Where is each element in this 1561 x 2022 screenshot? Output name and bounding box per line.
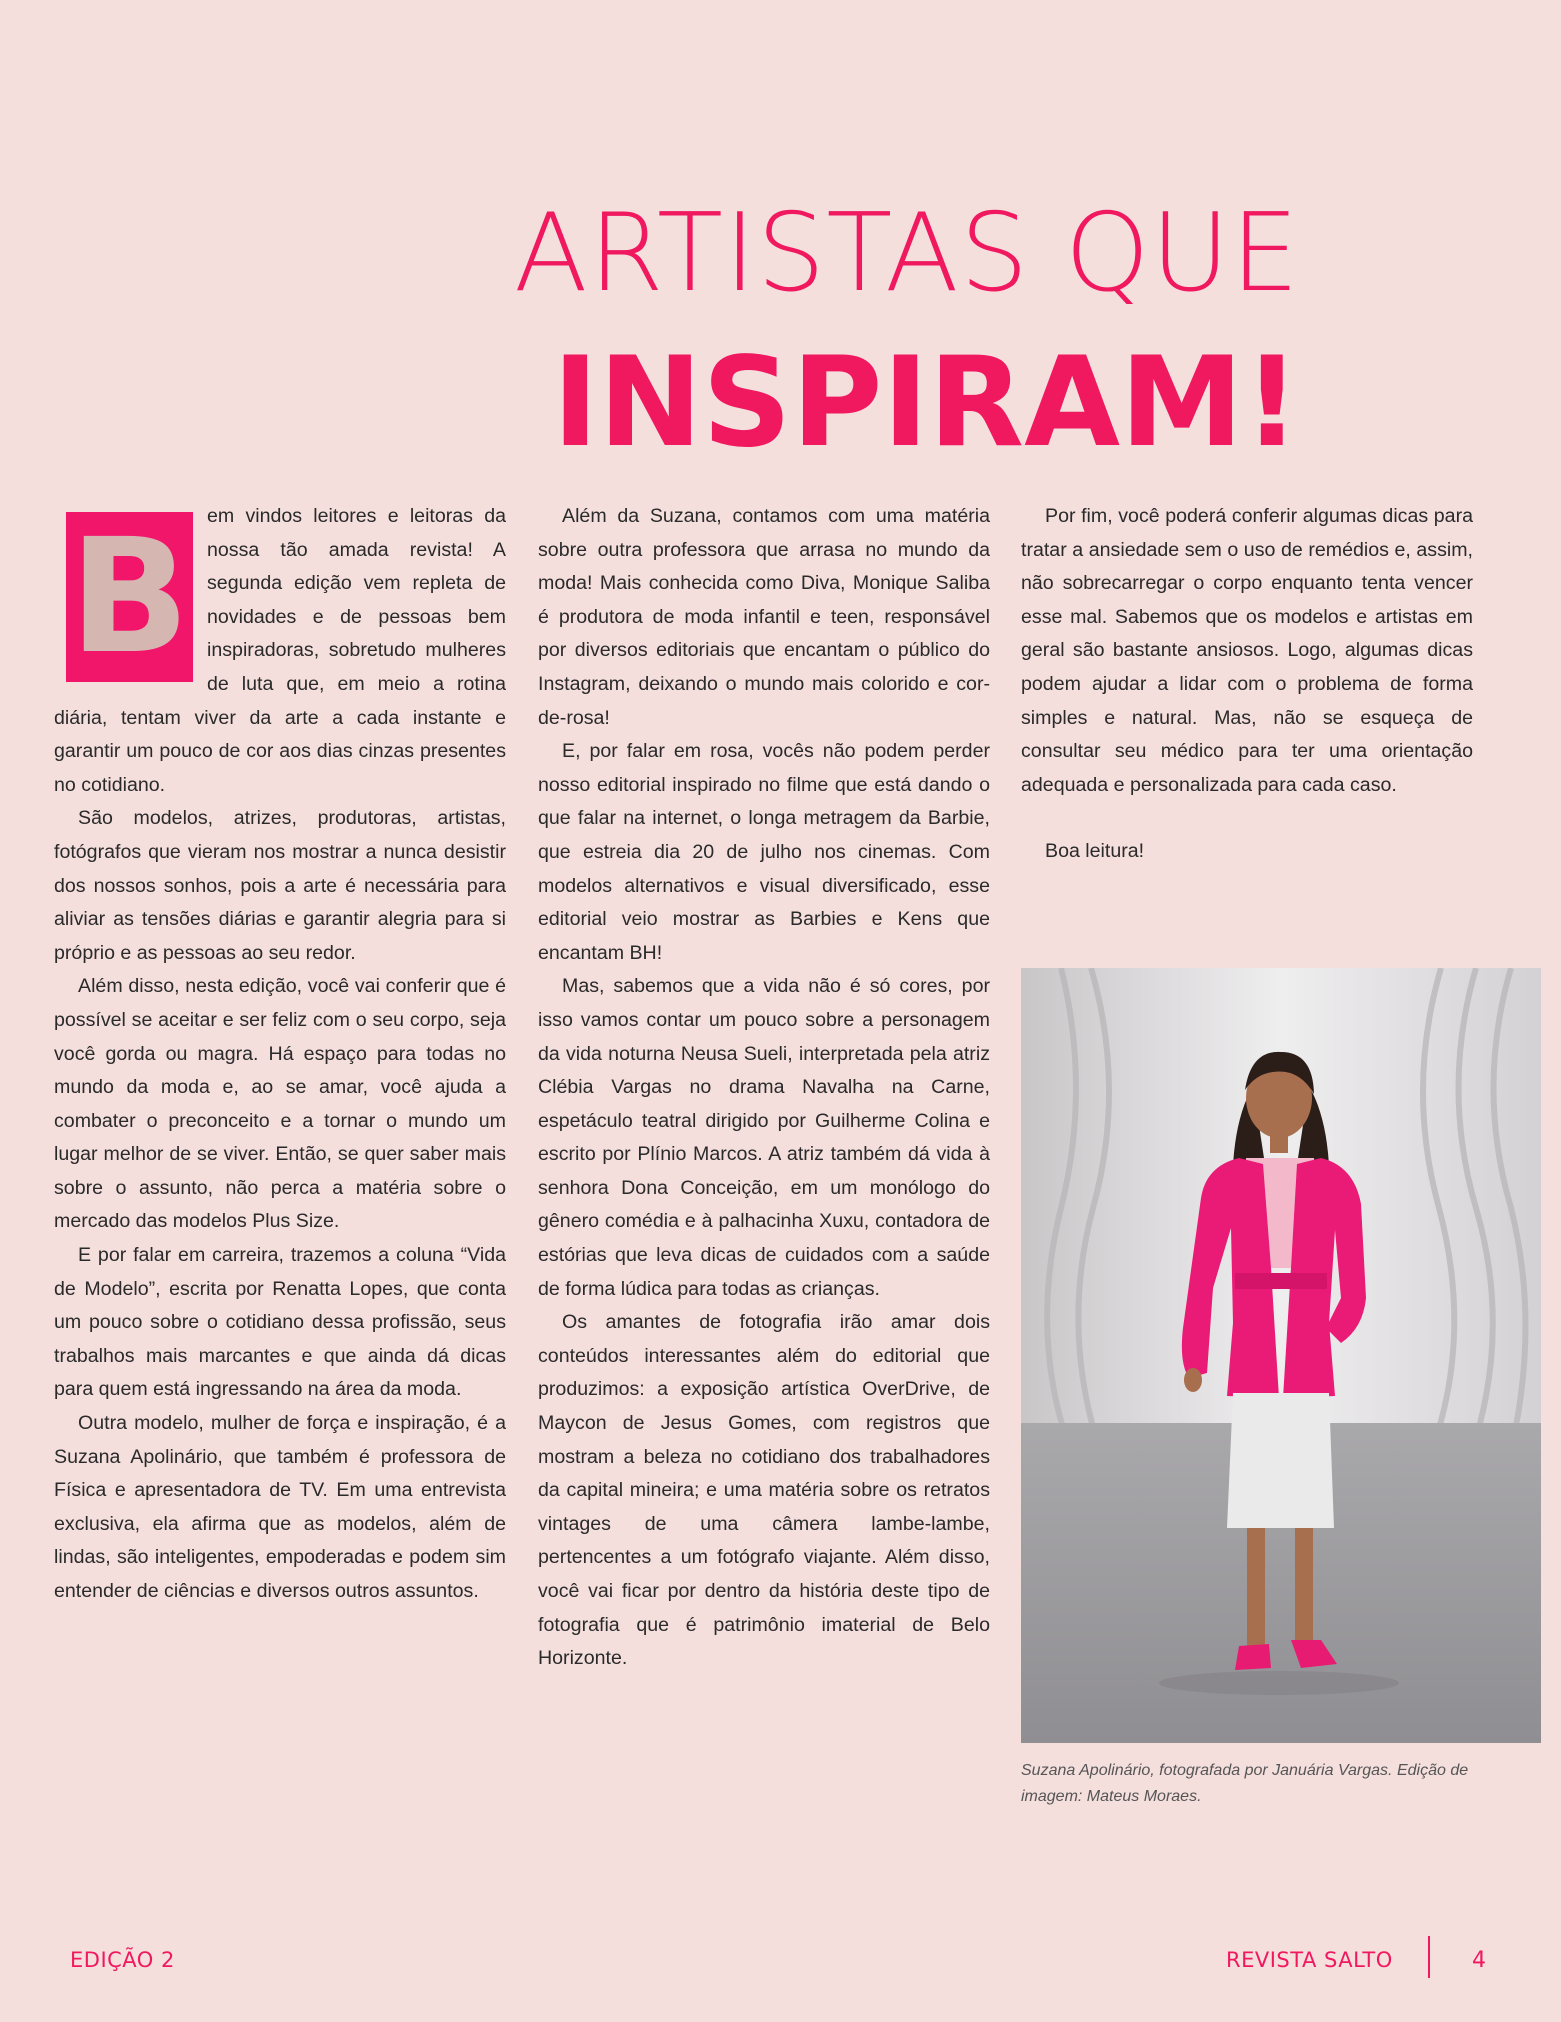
title-line-2: INSPIRAM!	[552, 331, 1300, 476]
title-line-1: ARTISTAS QUE	[513, 191, 1300, 317]
paragraph: E por falar em carreira, trazemos a coluna “Vida de Modelo”, escrita por Renatta Lopes, que conta um pouco sobre o cotidiano dessa profissão, seus trabalhos mais marcantes e que ainda dá dicas para quem está ingressando na área da moda.	[54, 1244, 506, 1401]
paragraph: Além disso, nesta edição, você vai conferir que é possível se aceitar e ser feliz com o seu corpo, seja você gorda ou magra. Há espaço para todas no mundo da moda e, ao se amar, você ajuda a combater o preconceito e a tornar o mundo um lugar melhor de se viver. Então, se quer saber mais sobre o assunto, não perca a matéria sobre o mercado das modelos Plus Size.	[54, 975, 506, 1233]
drop-cap	[66, 505, 193, 689]
footer-divider	[1428, 1936, 1430, 1978]
paragraph: Além da Suzana, contamos com uma matéria sobre outra professora que arrasa no mundo da moda! Mais conhecida como Diva, Monique Saliba é produtora de moda infantil e teen, responsável por diversos editoriais que encantam o público do Instagram, deixando o mundo mais colorido e cor-de-rosa!	[538, 505, 990, 729]
page-number: 4	[1472, 1948, 1486, 1973]
footer-edition: EDIÇÃO 2	[70, 1948, 175, 1972]
article-column-2	[538, 500, 990, 1676]
paragraph: E, por falar em rosa, vocês não podem perder nosso editorial inspirado no filme que está dando o que falar na internet, o longa metragem da Barbie, que estreia dia 20 de julho nos cinemas. Com modelos alternativos e visual diversificado, esse editorial veio mostrar as Barbies e Kens que encantam BH!	[538, 740, 990, 964]
article-column-1	[54, 500, 506, 1609]
paragraph-intro: em vindos leitores e leitoras da nossa tão amada revista! A segunda edição vem repleta de novidades e de pessoas bem inspiradoras, sobretudo mulheres de luta que, em meio a rotina diária, tentam viver da arte a cada instante e garantir um pouco de cor aos dias cinzas presentes no cotidiano.	[54, 505, 506, 796]
photo-caption: Suzana Apolinário, fotografada por Januária Vargas. Edição de imagem: Mateus Moraes.	[1021, 1762, 1469, 1805]
closing-line: Boa leitura!	[1045, 840, 1145, 863]
paragraph: Mas, sabemos que a vida não é só cores, por isso vamos contar um pouco sobre a personagem da vida noturna Neusa Sueli, interpretada pela atriz Clébia Vargas no drama Navalha na Carne, espetáculo teatral dirigido por Guilherme Colina e escrito por Plínio Marcos. A atriz também dá vida à senhora Dona Conceição, em um monólogo do gênero comédia e à palhacinha Xuxu, contadora de estórias que leva dicas de cuidados com a saúde de forma lúdica para todas as crianças.	[538, 975, 990, 1300]
paragraph: Os amantes de fotografia irão amar dois conteúdos interessantes além do editorial que produzimos: a exposição artística OverDrive, de Maycon de Jesus Gomes, com registros que mostram a beleza no cotidiano dos trabalhadores da capital mineira; e uma matéria sobre os retratos vintages de uma câmera lambe-lambe, pertencentes a um fotógrafo viajante. Além disso, você vai ficar por dentro da história deste tipo de fotografia que é patrimônio imaterial de Belo Horizonte.	[538, 1311, 990, 1670]
footer-magazine-name: REVISTA SALTO	[1226, 1948, 1393, 1972]
portrait-photo	[1021, 968, 1541, 1743]
paragraph: Outra modelo, mulher de força e inspiração, é a Suzana Apolinário, que também é professora de Física e apresentadora de TV. Em uma entrevista exclusiva, ela afirma que as modelos, além de lindas, são inteligentes, empoderadas e podem sim entender de ciências e diversos outros assuntos.	[54, 1412, 506, 1602]
paragraph: São modelos, atrizes, produtoras, artistas, fotógrafos que vieram nos mostrar a nunca desistir dos nossos sonhos, pois a arte é necessária para aliviar as tensões diárias e garantir alegria para si próprio e as pessoas ao seu redor.	[54, 807, 506, 964]
article-column-3	[1021, 500, 1473, 869]
paragraph: Por fim, você poderá conferir algumas dicas para tratar a ansiedade sem o uso de remédios e, assim, não sobrecarregar o corpo enquanto tenta vencer esse mal. Sabemos que os modelos e artistas em geral são bastante ansiosos. Logo, algumas dicas podem ajudar a lidar com o problema de forma simples e natural. Mas, não se esqueça de consultar seu médico para ter uma orientação adequada e personalizada para cada caso.	[1021, 505, 1473, 796]
drop-cap-letter: B	[69, 505, 190, 689]
